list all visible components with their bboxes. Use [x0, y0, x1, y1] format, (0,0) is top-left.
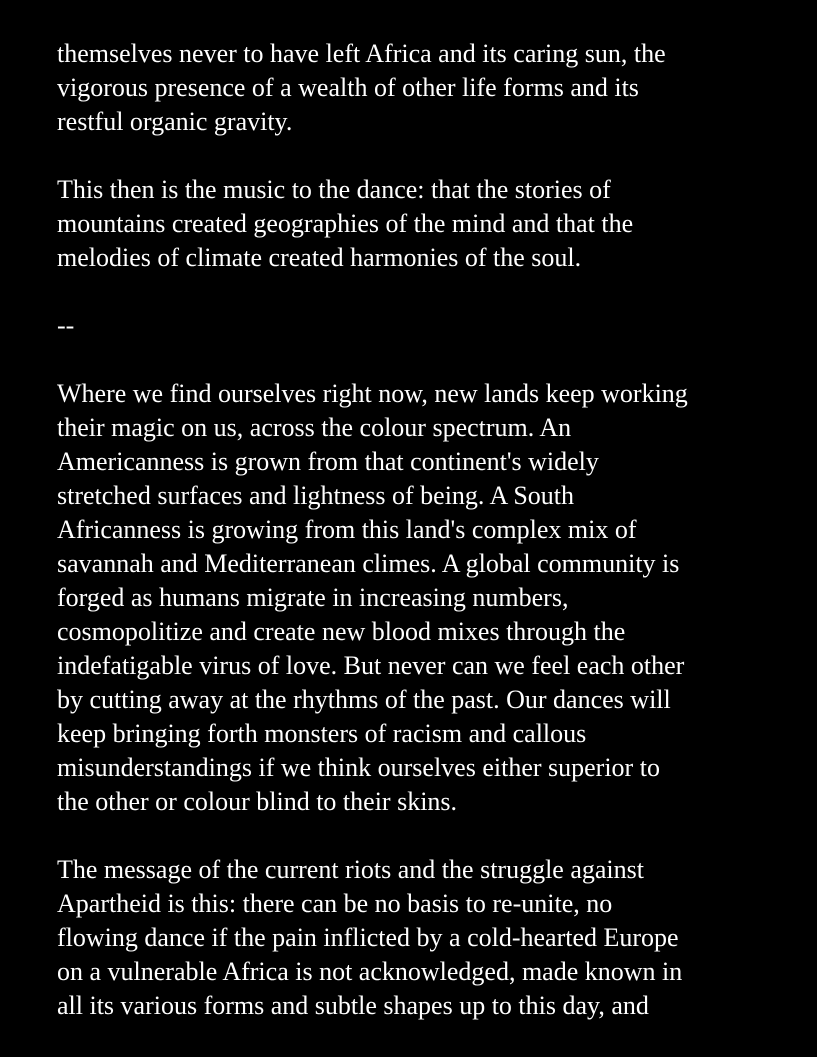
- separator-text: --: [57, 311, 75, 340]
- text-line: flowing dance if the pain inflicted by a cold-hearted Europe: [57, 923, 679, 952]
- text-line: Apartheid is this: there can be no basis to re-unite, no: [57, 889, 613, 918]
- text-line: savannah and Mediterranean climes. A global community is: [57, 549, 680, 578]
- text-line: cosmopolitize and create new blood mixes through the: [57, 617, 626, 646]
- paragraph-2: [57, 173, 797, 275]
- text-line: on a vulnerable Africa is not acknowledged, made known in: [57, 957, 683, 986]
- text-line: keep bringing forth monsters of racism and callous: [57, 719, 587, 748]
- text-line: Africanness is growing from this land's complex mix of: [57, 515, 637, 544]
- text-line: by cutting away at the rhythms of the past. Our dances will: [57, 685, 671, 714]
- paragraph-1: [57, 37, 797, 139]
- text-line: The message of the current riots and the struggle against: [57, 855, 644, 884]
- text-line: the other or colour blind to their skins.: [57, 787, 458, 816]
- text-line: all its various forms and subtle shapes up to this day, and: [57, 991, 649, 1020]
- text-line: restful organic gravity.: [57, 107, 293, 136]
- section-separator: [57, 309, 797, 343]
- text-line: themselves never to have left Africa and its caring sun, the: [57, 39, 666, 68]
- text-line: mountains created geographies of the mind and that the: [57, 209, 634, 238]
- text-line: Americanness is grown from that continent's widely: [57, 447, 599, 476]
- text-line: indefatigable virus of love. But never can we feel each other: [57, 651, 685, 680]
- text-line: melodies of climate created harmonies of the soul.: [57, 243, 582, 272]
- paragraph-4: [57, 853, 797, 1023]
- text-line: stretched surfaces and lightness of being. A South: [57, 481, 575, 510]
- text-line: misunderstandings if we think ourselves either superior to: [57, 753, 660, 782]
- document-page: [57, 37, 797, 1057]
- text-line: forged as humans migrate in increasing numbers,: [57, 583, 569, 612]
- text-line: their magic on us, across the colour spectrum. An: [57, 413, 572, 442]
- text-line: vigorous presence of a wealth of other life forms and its: [57, 73, 639, 102]
- text-line: This then is the music to the dance: that the stories of: [57, 175, 611, 204]
- paragraph-3: [57, 377, 797, 819]
- text-line: Where we find ourselves right now, new lands keep working: [57, 379, 688, 408]
